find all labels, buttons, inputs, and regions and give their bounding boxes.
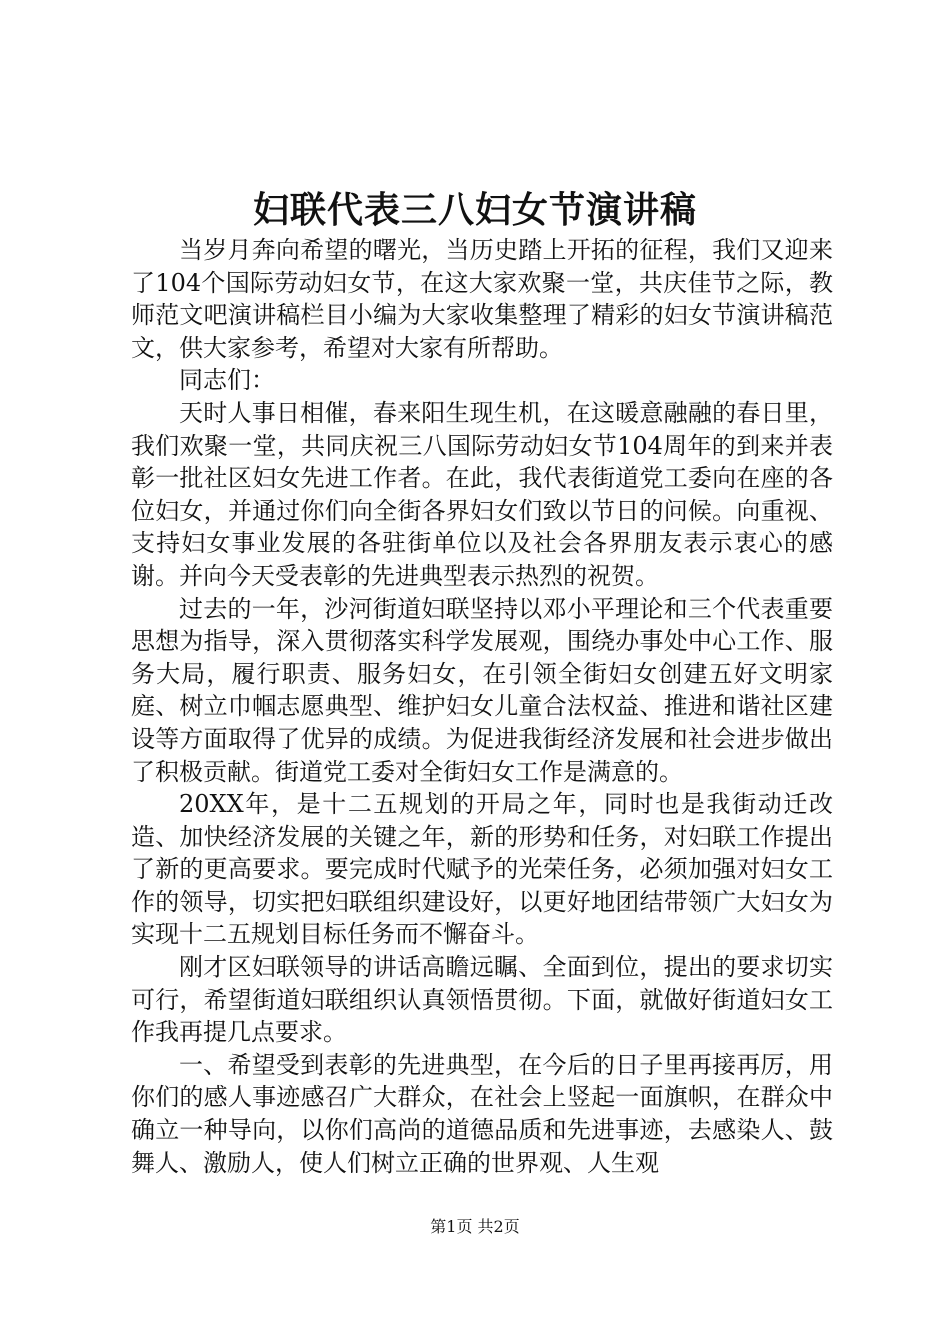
paragraph-requirements-intro: 刚才区妇联领导的讲话高瞻远瞩、全面到位，提出的要求切实可行，希望街道妇联组织认真领悟贯彻。下面，就做好街道妇女工作我再提几点要求。 (131, 953, 833, 1047)
document-body (131, 234, 833, 1179)
paragraph-requirement-one: 一、希望受到表彰的先进典型，在今后的日子里再接再厉，用你们的感人事迹感召广大群众，在社会上竖起一面旗帜，在群众中确立一种导向，以你们高尚的道德品质和先进事迹，去感染人、鼓舞人、激励人，使人们树立正确的世界观、人生观 (131, 1050, 833, 1177)
paragraph-intro: 当岁月奔向希望的曙光，当历史踏上开拓的征程，我们又迎来了104个国际劳动妇女节，在这大家欢聚一堂，共庆佳节之际，教师范文吧演讲稿栏目小编为大家收集整理了精彩的妇女节演讲稿范文，供大家参考，希望对大家有所帮助。 (131, 236, 833, 362)
paragraph-greeting: 天时人事日相催，春来阳生现生机，在这暖意融融的春日里，我们欢聚一堂，共同庆祝三八国际劳动妇女节104周年的到来并表彰一批社区妇女先进工作者。在此，我代表街道党工委向在座的各位妇女，并通过你们向全街各界妇女们致以节日的问候。向重视、支持妇女事业发展的各驻街单位以及社会各界朋友表示衷心的感谢。并向今天受表彰的先进典型表示热烈的祝贺。 (131, 398, 833, 590)
paragraph-new-year: 20XX年，是十二五规划的开局之年，同时也是我街动迁改造、加快经济发展的关键之年，新的形势和任务，对妇联工作提出了新的更高要求。要完成时代赋予的光荣任务，必须加强对妇女工作的领导，切实把妇联组织建设好，以更好地团结带领广大妇女为实现十二五规划目标任务而不懈奋斗。 (131, 790, 833, 949)
paragraph-salutation: 同志们： (179, 366, 275, 395)
paragraph-past-year: 过去的一年，沙河街道妇联坚持以邓小平理论和三个代表重要思想为指导，深入贯彻落实科学发展观，围绕办事处中心工作、服务大局，履行职责、服务妇女，在引领全街妇女创建五好文明家庭、树立巾帼志愿典型、维护妇女儿童合法权益、推进和谐社区建设等方面取得了优异的成绩。为促进我街经济发展和社会进步做出了积极贡献。街道党工委对全街妇女工作是满意的。 (131, 594, 833, 786)
page-footer: 第1页 共2页 (430, 1217, 520, 1236)
document-title: 妇联代表三八妇女节演讲稿 (252, 189, 697, 231)
